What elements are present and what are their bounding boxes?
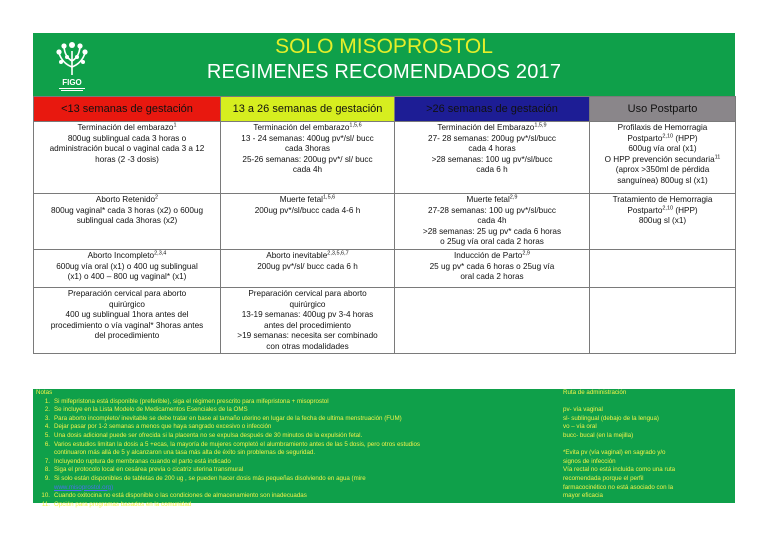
note-text: Una dosis adicional puede ser ofrecida si la placenta no se expulsa después de 30 minutos de la expulsión fetal. [54,431,363,439]
route-line: vo – vía oral [563,423,597,431]
cell-line: quirúrgico [109,299,145,309]
reference-superscript: 2,10 [662,204,674,211]
cell-line: 25 ug pv* cada 6 horas o 25ug vía [429,261,555,271]
cell-line: 200ug pv*/sl/bucc cada 4-6 h [254,205,361,215]
route-line: signos de infección [563,457,616,465]
table-cell [34,250,221,288]
cell-line: 27- 28 semanas: 200ug pv*/sl/bucc [428,133,556,143]
cell-heading-text: Preparación cervical para aborto [67,289,187,298]
route-line: Vía rectal no está incluida como una ruta [563,466,676,474]
cell-line: 400 ug sublingual 1hora antes del [65,310,189,319]
cell-line: >28 semanas: 25 ug pv* cada 6 horas [422,226,562,236]
cell-line: cada 3horas [284,144,331,153]
note-number: 7. [44,457,50,465]
note-number: 4. [44,423,50,431]
reference-superscript: 11 [714,153,721,160]
note-item [36,492,551,501]
table-cell [34,288,221,354]
table-row [34,288,736,354]
route-line: *Evita pv (vía vaginal) en sagrado y/o [563,449,666,457]
cell-line [593,165,732,176]
document-title: SOLO MISOPROSTOL [275,35,493,58]
cell-line [593,155,732,166]
note-text: Cuando oxitocina no está disponible o las condiciones de almacenamiento son inadecuadas [54,492,307,500]
reference-superscript: 2,3,4 [154,250,167,257]
cell-line: sublingual cada 3horas (x2) [76,216,178,225]
table-cell [395,288,590,354]
logo-text: FIGO [62,78,82,87]
table-row [34,122,736,194]
table-cell [590,194,736,250]
table-row [34,194,736,250]
cell-heading [224,289,391,300]
table-cell [221,250,395,288]
route-line: farmacocinético no está asociado con la [563,483,674,491]
table-cell [590,250,736,288]
cell-text: Postparto [627,205,663,215]
cell-line [593,206,732,217]
document-sheet [33,33,735,508]
cell-line: 13 - 24 semanas: 400ug pv*/sl/ bucc [241,133,374,143]
cell-line: cada 4h [477,216,507,225]
notes-panel [33,389,735,508]
route-line: sl- sublingual (debajo de la lengua) [563,414,659,422]
reference-superscript: 1 [173,122,177,129]
notes-title: Notas [36,389,53,396]
note-number: 3. [44,414,50,422]
cell-line: oral cada 2 horas [460,272,524,281]
cell-text: Profilaxis de Hemorragia [617,123,708,132]
reference-superscript: 1,5,6 [323,194,336,201]
table-cell [221,122,395,194]
cell-line: antes del procedimiento [264,320,351,330]
cell-heading [224,195,391,206]
note-text: Dejar pasar por 1-2 semanas a menos que haya sangrado excesivo o infección [54,423,272,431]
cell-line: 27-28 semanas: 100 ug pv*/sl/bucc [428,205,556,215]
reference-superscript: 1,5,9 [534,122,547,129]
route-line: recomendada porque el perfil [563,474,644,482]
note-number: 11. [41,500,50,508]
note-text: Si solo están disponibles de tabletas de 200 ug , se pueden hacer dosis más pequeñas disolviendo en agua (mire [54,474,366,482]
cell-line: procedimiento o vía vaginal* 3horas antes [50,320,204,330]
cell-heading-text: Aborto inevitable [266,251,328,260]
cell-line: 25-26 semanas: 200ug pv*/ sl/ bucc [242,154,373,164]
cell-text: (aprox >350ml de pérdida [615,165,710,174]
note-text: Opción para programas basados en la comunidad [54,500,192,508]
cell-heading-text: Terminación del embarazo [77,123,174,132]
route-line: mayor eficacia [563,492,603,500]
reference-superscript: 2,9 [522,250,530,257]
reference-superscript: 1,5,6 [349,122,362,129]
note-item [36,415,551,424]
cell-line [593,144,732,155]
cell-heading [37,251,217,262]
cell-heading-text: Aborto Retenido [95,195,156,204]
note-item [36,475,551,484]
note-item [36,449,551,458]
table-cell [395,194,590,250]
cell-line: con otras modalidades [266,341,349,351]
reference-superscript: 2,3,5,6,7 [327,250,349,257]
note-text: Incluyendo ruptura de membranas cuando el parto está indicado [54,457,231,465]
column-header: Uso Postparto [590,97,736,122]
table-cell [590,288,736,354]
cell-text: O HPP prevención secundaria [604,154,715,164]
cell-heading [37,289,217,300]
cell-line: 800ug sublingual cada 3 horas o [67,133,187,143]
cell-line: 200ug pv*/sl/ bucc cada 6 h [257,261,358,271]
cell-heading-text: Muerte fetal [466,195,510,204]
table-header-row [34,97,736,122]
cell-heading [398,195,586,206]
route-line: pv- vía vaginal [563,406,603,414]
route-title: Ruta de administración [563,389,627,396]
table-cell [221,288,395,354]
cell-text: sanguínea) 800ug sl (x1) [617,175,708,185]
cell-heading [224,251,391,262]
column-header: 13 a 26 semanas de gestación [221,97,395,122]
column-header: >26 semanas de gestación [395,97,590,122]
note-number: 8. [44,466,50,474]
note-item [36,398,551,407]
cell-text: Postparto [627,133,663,143]
cell-line: 600ug vía oral (x1) o 400 ug sublingual [56,261,198,271]
cell-line: horas (2 -3 dosis) [95,154,159,164]
cell-heading [398,123,586,134]
cell-heading-text: Preparación cervical para aborto [248,289,367,298]
note-item [36,484,551,493]
cell-text: (HPP) [673,205,698,215]
cell-line: (x1) o 400 – 800 ug vaginal* (x1) [67,272,187,281]
title-banner [33,33,735,96]
table-cell [34,194,221,250]
cell-heading-text: Muerte fetal [279,195,323,204]
route-line [563,398,733,407]
cell-line: cada 6 h [476,165,508,174]
note-number: 10. [41,492,50,500]
note-text: Para aborto incompleto/ inevitable se debe tratar en base al tamaño uterino en lugar de la fecha de ultima menstruación (FUM) [54,414,402,422]
note-item [36,458,551,467]
reference-superscript: 2,10 [662,132,674,139]
note-item [36,406,551,415]
table-cell [395,122,590,194]
cell-line: >28 semanas: 100 ug pv*/sl/bucc [431,154,553,164]
cell-line: quirúrgico [289,299,326,309]
cell-heading-text: Inducción de Parto [454,251,523,260]
notes-list [36,389,551,509]
note-item [36,441,551,450]
cell-line: del procedimiento [94,331,160,340]
cell-heading [37,195,217,206]
table-cell [590,122,736,194]
column-header: <13 semanas de gestación [34,97,221,122]
reference-superscript: 2,9 [509,194,518,201]
note-text: Siga el protocolo local en cesárea previa o cicatriz uterina transmural [54,466,244,474]
note-item [36,466,551,475]
cell-heading [398,251,586,262]
note-text: Si mifepristona está disponible (preferible), siga el régimen prescrito para mifepristona + misoprostol [54,397,329,405]
table-row [34,250,736,288]
note-text: Se incluye en la Lista Modelo de Medicamentos Esenciales de la OMS [54,406,248,414]
cell-heading-text: Terminación del Embarazo [437,123,535,132]
cell-line: administración bucal o vaginal cada 3 a 12 [49,144,205,153]
cell-line: cada 4 horas [468,144,516,153]
cell-line: o 25ug vía oral cada 2 horas [440,237,544,246]
note-number: 6. [44,440,50,448]
table-cell [395,250,590,288]
note-number: 5. [44,431,50,439]
cell-heading [224,123,391,134]
note-item [36,501,551,510]
route-line [563,441,733,450]
table-cell [34,122,221,194]
cell-line [593,176,732,187]
document-subtitle: REGIMENES RECOMENDADOS 2017 [206,61,562,83]
cell-line [593,216,732,227]
cell-text: 800ug sl (x1) [638,216,687,225]
cell-line: >19 semanas: necesita ser combinado [237,331,378,340]
cell-heading-text: Aborto Incompleto [87,251,155,260]
cell-line: 800ug vaginal* cada 3 horas (x2) o 600ug [50,205,204,215]
route-line: bucc- bucal (en la mejilla) [563,431,634,439]
cell-heading-text: Terminación del embarazo [253,123,350,132]
note-number: 1. [44,397,50,405]
note-item [36,423,551,432]
table-cell [221,194,395,250]
note-text: continuaron más allá de 5 y alcanzaron una tasa más alta de éxito sin problemas de seguridad. [54,449,316,457]
cell-heading [37,123,217,134]
cell-text: (HPP) [673,133,698,143]
cell-text: Tratamiento de Hemorragia [612,195,713,204]
cell-text: 600ug vía oral (x1) [628,144,697,153]
cell-line: 13-19 semanas: 400ug pv 3-4 horas [241,310,374,319]
website-link[interactable]: www.misoprostol.org) [54,483,114,491]
reference-superscript: 2 [155,194,159,201]
regimen-table [33,96,736,354]
note-number: 2. [44,406,50,414]
note-item [36,432,551,441]
note-text: Varios estudios limitan la dosis a 5 +ecas, la mayoría de mujeres completó el alumbramiento antes de las 5 dosis, pero otros estudios [54,440,420,448]
route-legend [563,389,733,501]
note-number: 9. [44,474,50,482]
cell-line [593,134,732,145]
cell-line: cada 4h [292,165,323,174]
